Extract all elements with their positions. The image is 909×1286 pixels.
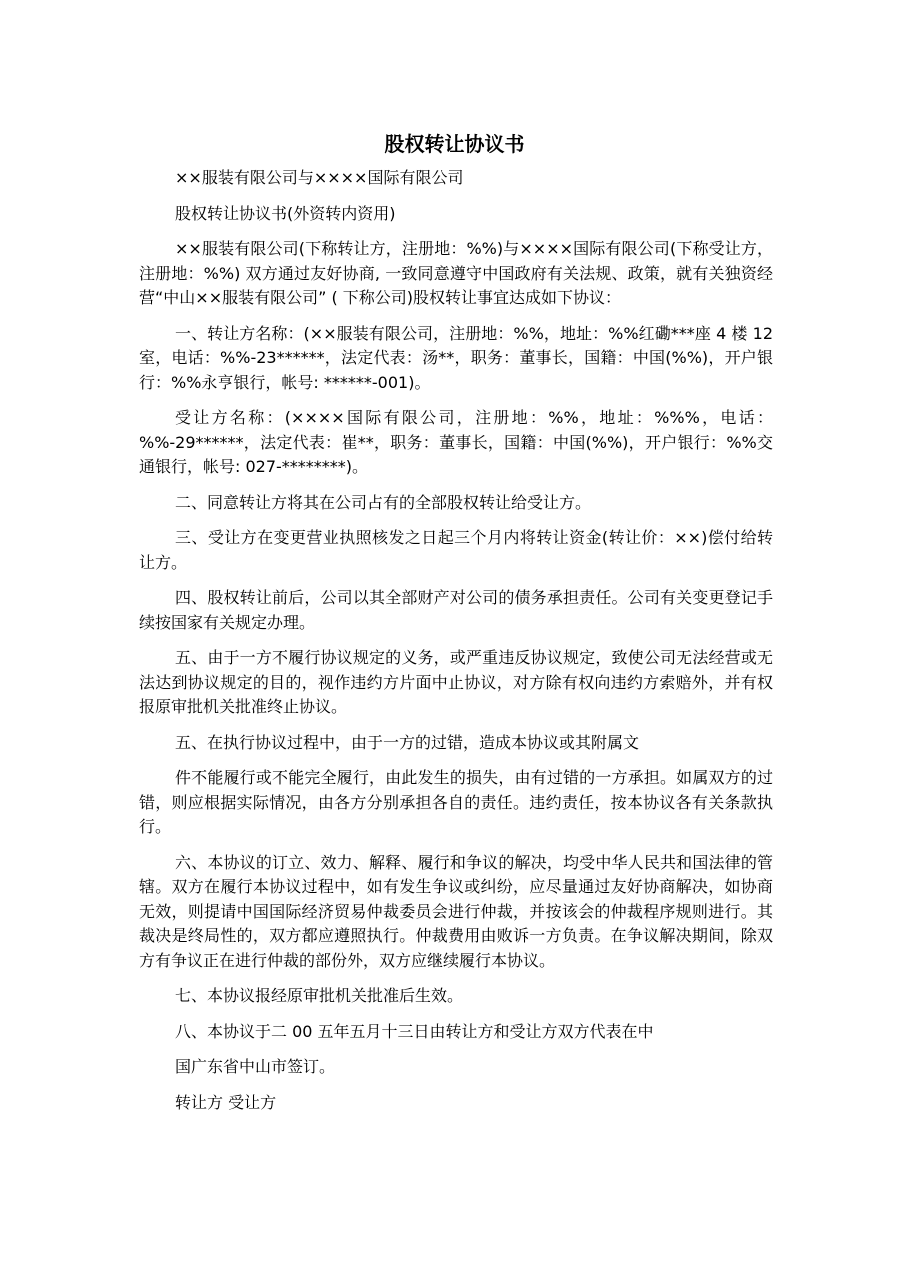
paragraph-clause-6: 六、本协议的订立、效力、解释、履行和争议的解决，均受中华人民共和国法律的管辖。双方在履行本协议过程中，如有发生争议或纠纷，应尽量通过友好协商解决，如协商无效，则提请中国国际经济贸易仲裁委员会进行仲裁，并按该会的仲裁程序规则进行。其裁决是终局性的，双方都应遵照执行。仲裁费用由败诉一方负责。在争议解决期间，除双方有争议正在进行仲裁的部份外，双方应继续履行本协议。 bbox=[139, 852, 773, 970]
paragraph-transferee: 受让方名称：(××××国际有限公司，注册地：%%，地址：%%%，电话：%%-29******，法定代表：崔**，职务：董事长，国籍：中国(%%)，开户银行：%%交通银行，帐号: 027-********)。 bbox=[139, 408, 773, 476]
paragraph-clause-8-continued: 国广东省中山市签订。 bbox=[175, 1057, 336, 1076]
paragraph-parties: ××服装有限公司与××××国际有限公司 bbox=[175, 168, 464, 187]
paragraph-preamble: ××服装有限公司(下称转让方，注册地：%%)与××××国际有限公司(下称受让方，注册地：%%) 双方通过友好协商, 一致同意遵守中国政府有关法规、政策，就有关独资经营“中山××服装有限公司” ( 下称公司)股权转让事宜达成如下协议： bbox=[139, 239, 773, 307]
paragraph-clause-5a: 五、由于一方不履行协议规定的义务，或严重违反协议规定，致使公司无法经营或无法达到协议规定的目的，视作违约方片面中止协议，对方除有权向违约方索赔外，并有权报原审批机关批准终止协议。 bbox=[139, 648, 773, 716]
paragraph-clause-7: 七、本协议报经原审批机关批准后生效。 bbox=[175, 986, 464, 1005]
paragraph-clause-5b-continued: 件不能履行或不能完全履行，由此发生的损失，由有过错的一方承担。如属双方的过错，则应根据实际情况，由各方分别承担各自的责任。违约责任，按本协议各有关条款执行。 bbox=[139, 768, 773, 836]
paragraph-clause-8: 八、本协议于二 00 五年五月十三日由转让方和受让方双方代表在中 bbox=[175, 1021, 654, 1041]
paragraph-clause-2: 二、同意转让方将其在公司占有的全部股权转让给受让方。 bbox=[175, 492, 592, 512]
document-body bbox=[139, 166, 773, 1126]
paragraph-clause-5b: 五、在执行协议过程中，由于一方的过错，造成本协议或其附属文 bbox=[175, 732, 640, 752]
paragraph-signatures: 转让方 受让方 bbox=[175, 1092, 277, 1112]
paragraph-clause-1-transferor: 一、转让方名称：(××服装有限公司，注册地：%%，地址：%%红磡***座 4 楼 12 室，电话：%%-23******，法定代表：汤**，职务：董事长，国籍：中国(%%)，开户银行：%%永亨银行，帐号: ******-001)。 bbox=[139, 323, 773, 392]
paragraph-subtitle: 股权转让协议书(外资转内资用) bbox=[175, 203, 396, 223]
paragraph-clause-4: 四、股权转让前后，公司以其全部财产对公司的债务承担责任。公司有关变更登记手续按国家有关规定办理。 bbox=[139, 588, 773, 632]
paragraph-clause-3: 三、受让方在变更营业执照核发之日起三个月内将转让资金(转让价：××)偿付给转让方。 bbox=[139, 528, 773, 572]
document-title: 股权转让协议书 bbox=[384, 132, 525, 156]
